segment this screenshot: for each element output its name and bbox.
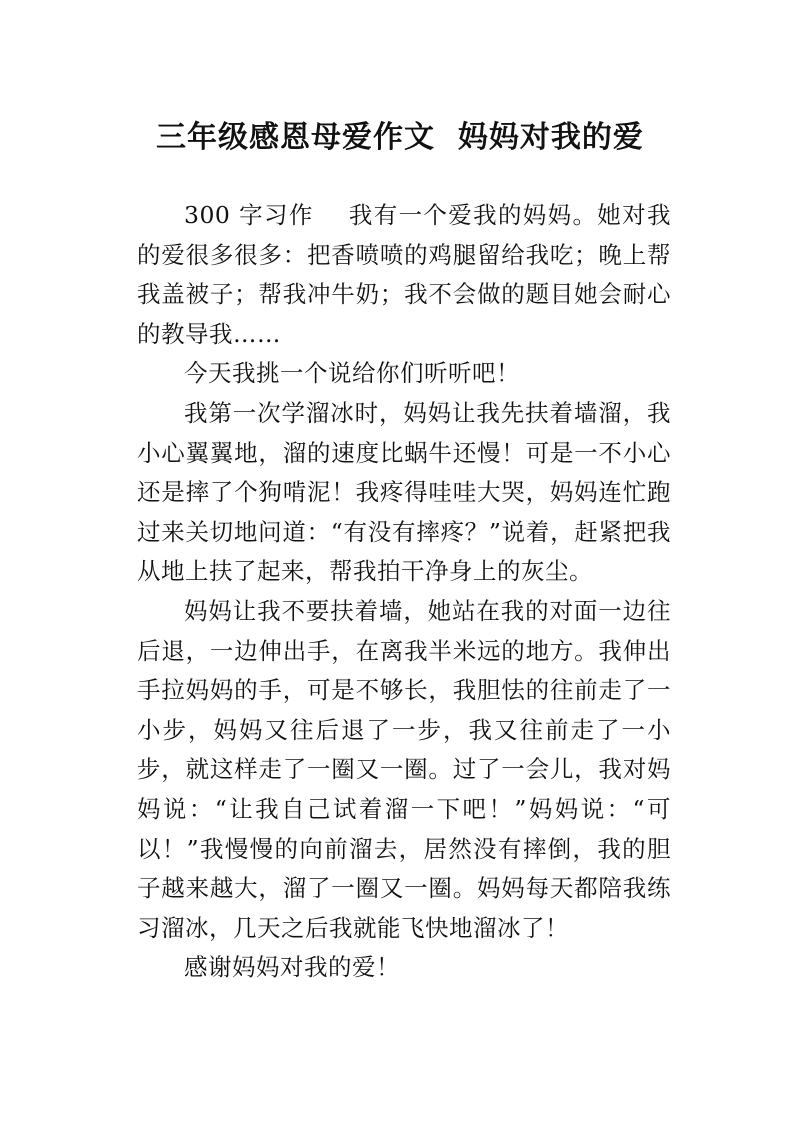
document-title: 三年级感恩母爱作文 妈妈对我的爱	[156, 120, 644, 156]
paragraph-mom-helps: 妈妈让我不要扶着墙，她站在我的对面一边往后退，一边伸出手，在离我半米远的地方。我伸出手拉妈妈的手，可是不够长，我胆怯的往前走了一小步，妈妈又往后退了一步，我又往前走了一小步，就这样走了一圈又一圈。过了一会儿，我对妈妈说：“让我自己试着溜一下吧！”妈妈说：“可以！”我慢慢的向前溜去，居然没有摔倒，我的胆子越来越大，溜了一圈又一圈。妈妈每天都陪我练习溜冰，几天之后我就能飞快地溜冰了！	[137, 596, 671, 942]
document-body	[137, 196, 671, 988]
paragraph-thanks: 感谢妈妈对我的爱！	[184, 953, 400, 982]
paragraph-first-skating: 我第一次学溜冰时，妈妈让我先扶着墙溜，我小心翼翼地，溜的速度比蜗牛还慢！可是一不小心还是摔了个狗啃泥！我疼得哇哇大哭，妈妈连忙跑过来关切地问道：“有没有摔疼？”说着，赶紧把我从地上扶了起来，帮我拍干净身上的灰尘。	[137, 398, 671, 586]
paragraph-intro: 300 字习作 我有一个爱我的妈妈。她对我的爱很多很多：把香喷喷的鸡腿留给我吃；晚上帮我盖被子；帮我冲牛奶；我不会做的题目她会耐心的教导我……	[137, 201, 671, 348]
paragraph-lead-in: 今天我挑一个说给你们听听吧！	[184, 359, 520, 388]
